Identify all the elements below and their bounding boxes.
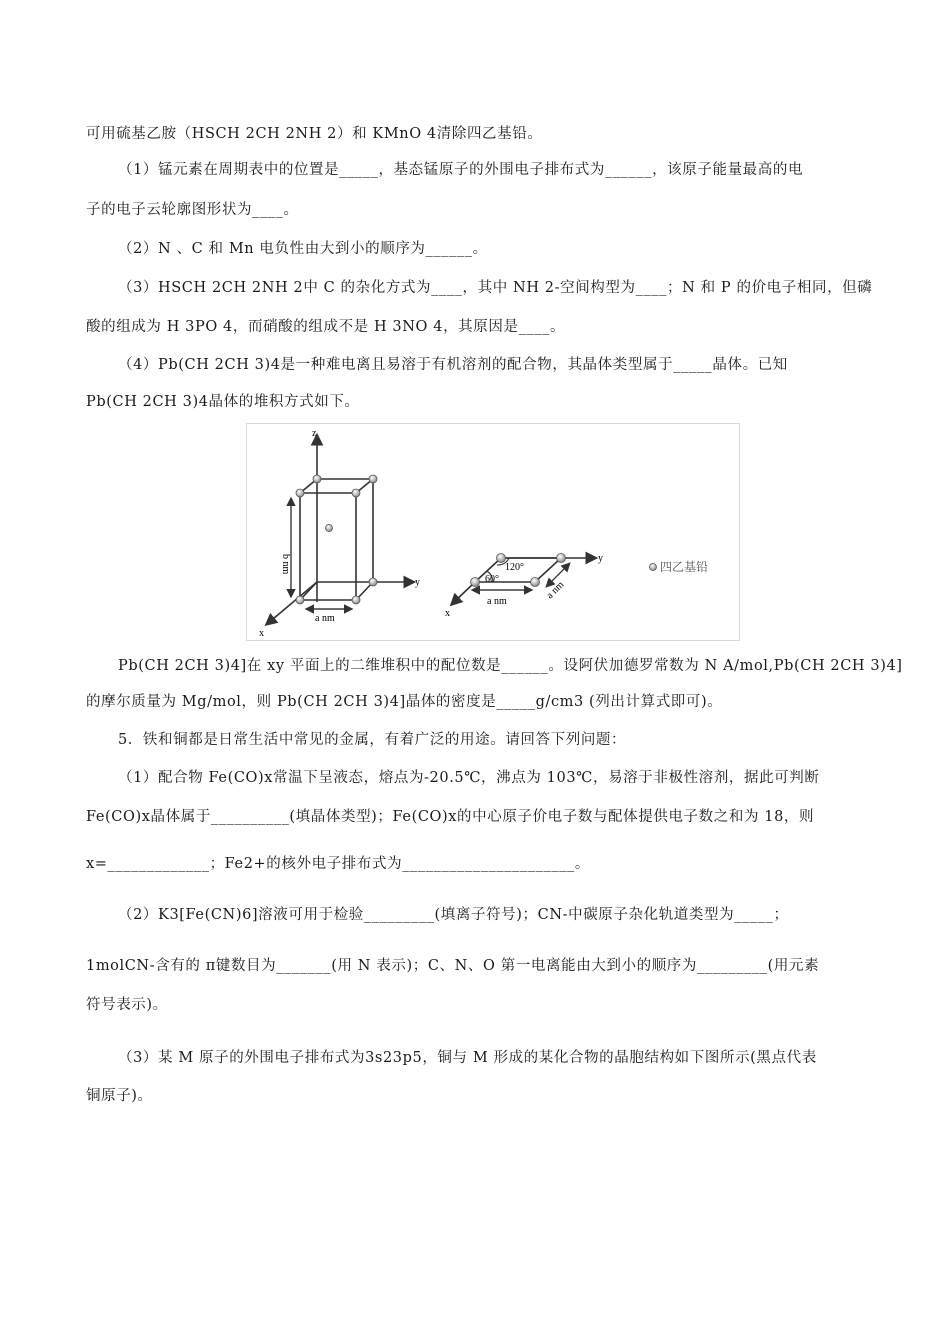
x-axis-line-left: [267, 582, 317, 624]
legend-atom-icon: [650, 564, 657, 571]
question-4-line-1: （4）Pb(CH 2CH 3)4是一种难电离且易溶于有机溶剂的配合物，其晶体类型属于_____晶体。已知: [118, 357, 788, 373]
label-z: z: [312, 428, 317, 439]
question-2-line: （2）N 、C 和 Mn 电负性由大到小的顺序为______。: [118, 241, 488, 257]
problem-5-q2-line-3: 符号表示)。: [86, 997, 168, 1013]
question-3-line-2: 酸的组成为 H 3PO 4，而硝酸的组成不是 H 3NO 4，其原因是____。: [86, 319, 566, 335]
text-line-1: 可用硫基乙胺（HSCH 2CH 2NH 2）和 KMnO 4清除四乙基铅。: [86, 126, 543, 142]
label-y-left: y: [415, 577, 420, 588]
label-x-right: x: [445, 608, 450, 619]
question-1-line-1: （1）锰元素在周期表中的位置是_____，基态锰原子的外围电子排布式为______，该原子能量最高的电: [118, 162, 804, 178]
label-a-nm-left: a nm: [315, 613, 335, 624]
problem-5-q1-line-2: Fe(CO)x晶体属于__________(填晶体类型)；Fe(CO)x的中心原子价电子数与配体提供电子数之和为 18，则: [86, 809, 815, 825]
problem-5-q3-line-1: （3）某 M 原子的外围电子排布式为3s23p5，铜与 M 形成的某化合物的晶胞结构如下图所示(黑点代表: [118, 1050, 817, 1066]
question-4-line-4: 的摩尔质量为 Mg/mol，则 Pb(CH 2CH 3)4]晶体的密度是_____g/cm3 (列出计算式即可)。: [86, 694, 723, 710]
problem-5-heading: 5．铁和铜都是日常生活中常见的金属，有着广泛的用途。请回答下列问题：: [118, 732, 627, 748]
question-1-line-2: 子的电子云轮廓图形状为____。: [86, 202, 299, 218]
problem-5-q2-line-1: （2）K3[Fe(CN)6]溶液可用于检验_________(填离子符号)；CN-中碳原子杂化轨道类型为_____；: [118, 907, 789, 923]
label-y-right: y: [598, 553, 603, 564]
label-x-left: x: [259, 628, 264, 639]
crystal-stacking-diagram: [247, 424, 739, 640]
label-a-nm-bottom: a nm: [487, 596, 507, 607]
label-a-nm-slant: a nm: [544, 579, 567, 602]
legend-label: 四乙基铅: [660, 560, 709, 574]
atoms-left: [296, 475, 377, 604]
problem-5-q1-line-3: x=_____________；Fe2+的核外电子排布式为______________________。: [86, 856, 590, 872]
label-angle-60: 60°: [485, 574, 499, 585]
question-4-line-3: Pb(CH 2CH 3)4]在 xy 平面上的二维堆积中的配位数是______。设阿伏加德罗常数为 N A/mol,Pb(CH 2CH 3)4]: [118, 658, 903, 674]
question-4-line-2: Pb(CH 2CH 3)4晶体的堆积方式如下。: [86, 394, 360, 410]
problem-5-q2-line-2: 1molCN-含有的 π键数目为_______(用 N 表示)；C、N、O 第一电离能由大到小的顺序为_________(用元素: [86, 958, 820, 974]
problem-5-q1-line-1: （1）配合物 Fe(CO)x常温下呈液态，熔点为-20.5℃，沸点为 103℃，易溶于非极性溶剂，据此可判断: [118, 770, 820, 786]
problem-5-q3-line-2: 铜原子)。: [86, 1088, 153, 1104]
label-angle-120: 120°: [505, 562, 524, 573]
crystal-stacking-figure: [246, 423, 740, 641]
question-3-line-1: （3）HSCH 2CH 2NH 2中 C 的杂化方式为____，其中 NH 2-空间构型为____；N 和 P 的价电子相同，但磷: [118, 280, 873, 296]
label-b-nm: b nm: [280, 554, 291, 575]
